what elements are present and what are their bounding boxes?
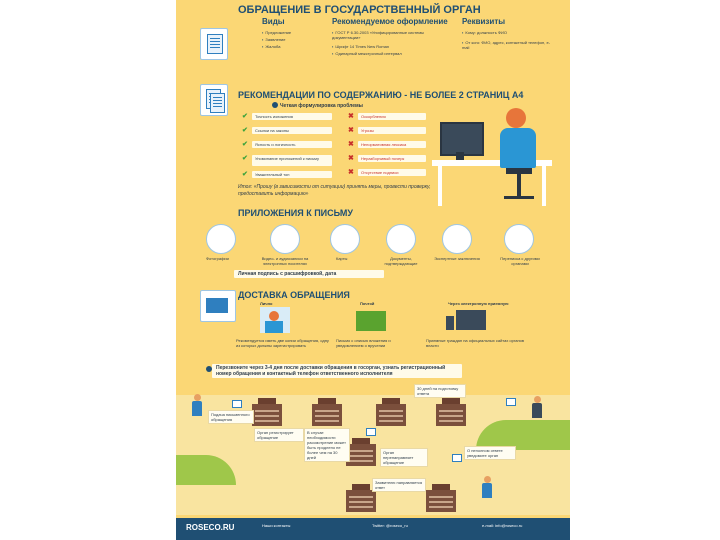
envelope-icon — [232, 400, 242, 408]
signature-note: Личная подпись с расшифровкой, дата — [238, 271, 337, 277]
check-icon: ✔ — [242, 127, 248, 134]
requisites-title: Реквизиты — [462, 17, 506, 26]
government-building-icon — [312, 404, 342, 426]
government-building-icon — [346, 490, 376, 512]
check-icon: ✔ — [242, 113, 248, 120]
government-building-icon — [436, 404, 466, 426]
formatting-title: Рекомендуемое оформление — [332, 17, 448, 26]
document-icon — [386, 224, 416, 254]
footer-twitter: Twitter: @roseco_ru — [372, 523, 408, 528]
delivery-method-title: Лично — [260, 301, 273, 306]
infographic-poster — [176, 0, 570, 540]
monitor-icon — [440, 122, 484, 156]
person-body — [500, 128, 536, 168]
computer-icon — [456, 310, 486, 330]
attachment-label: Фотографии — [206, 256, 229, 261]
info-icon — [206, 366, 212, 372]
delivery-method-text: Рекомендуется иметь две копии обращения, одну из которых должны зарегистрировать — [236, 338, 329, 348]
papers-icon — [504, 224, 534, 254]
check-icon: ✔ — [242, 171, 248, 178]
do-item: Упоминание приложений к письму — [255, 156, 319, 161]
footer-contacts: Наши контакты — [262, 523, 291, 528]
do-item: Ясность и логичность — [255, 142, 296, 147]
dont-item: Ненормативная лексика — [361, 142, 407, 147]
do-item: Точность изложения — [255, 114, 293, 119]
documents-icon — [200, 84, 228, 116]
content-subtitle: Четкая формулировка проблемы — [280, 103, 363, 109]
requisite-item: ▪ Кому: должность ФИО — [462, 30, 507, 35]
check-icon: ✔ — [242, 155, 248, 162]
footer-logo: ROSECO.RU — [186, 523, 235, 532]
attachment-label: Переписка с другими органами — [500, 256, 540, 266]
attachment-label: Экспертные заключения — [434, 256, 480, 261]
official-figure — [532, 396, 542, 418]
delivery-title: ДОСТАВКА ОБРАЩЕНИЯ — [238, 290, 350, 300]
government-building-icon — [426, 490, 456, 512]
attachment-label: Видео- и аудиозаписи на электронных носителях — [261, 256, 309, 266]
citizen-figure — [192, 394, 202, 416]
type-item: ▪ Предложение — [262, 30, 291, 35]
types-title: Виды — [262, 17, 285, 26]
delivery-method-title: Почтой — [360, 301, 375, 306]
envelope-icon — [506, 398, 516, 406]
document-icon — [200, 28, 228, 60]
attachment-label: Документы, подтверждающие — [384, 256, 418, 266]
do-item: Ссылки на законы — [255, 128, 289, 133]
flow-step: О неполном ответе уведомите орган — [464, 446, 516, 460]
cross-icon: ✖ — [348, 141, 354, 148]
envelope-icon — [452, 454, 462, 462]
poster-title: ОБРАЩЕНИЕ В ГОСУДАРСТВЕННЫЙ ОРГАН — [238, 4, 481, 16]
envelope-icon — [200, 290, 236, 322]
citizen-figure — [482, 476, 492, 498]
government-building-icon — [252, 404, 282, 426]
footer-email: e-mail: info@roseco.ru — [482, 523, 523, 528]
attachments-title: ПРИЛОЖЕНИЯ К ПИСЬМУ — [238, 208, 353, 218]
format-item: ▪ ГОСТ Р 6.30-2003 «Унифицированные системы документации» — [332, 30, 432, 40]
government-building-icon — [376, 404, 406, 426]
flow-step: В случае необходимости рассмотрение может быть продлено не более чем на 30 дней — [304, 428, 350, 462]
content-note: Итог: «Прошу (в зависимости от ситуации) принять меры, провести проверку, предоставить информацию» — [238, 184, 431, 197]
envelope-icon — [366, 428, 376, 436]
delivery-method-title: Через электронную приемную — [448, 301, 509, 306]
cross-icon: ✖ — [348, 169, 354, 176]
person-head — [506, 108, 526, 128]
delivery-note: Перезвоните через 3-4 дня после доставки обращения в госорган, узнать регистрационный номер обращения и контактный телефон ответственного исполнителя — [216, 365, 446, 377]
flow-step: Заявителю направляется ответ — [372, 478, 426, 492]
delivery-method-text: Приемные граждан на официальных сайтах органов власти — [426, 338, 525, 348]
dont-item: Угрозы — [361, 128, 374, 133]
map-icon — [330, 224, 360, 254]
cross-icon: ✖ — [348, 113, 354, 120]
type-item: ▪ Жалоба — [262, 44, 280, 49]
disc-icon — [270, 224, 300, 254]
do-item: Уважительный тон — [255, 172, 290, 177]
format-item: ▪ Шрифт 14 Times New Roman — [332, 44, 389, 49]
cross-icon: ✖ — [348, 155, 354, 162]
flow-step: Подача письменного обращения — [208, 410, 254, 424]
check-icon: ✔ — [242, 141, 248, 148]
flow-step: 30 дней на подготовку ответа — [414, 384, 466, 398]
dont-item: Оскорбления — [361, 114, 386, 119]
footer — [176, 518, 570, 540]
dont-item: Отсутствие подписи — [361, 170, 399, 175]
requisite-item: ▪ От кого: ФИО, адрес, контактный телефон, e-mail — [462, 40, 552, 50]
format-item: ▪ Одинарный межстрочный интервал — [332, 51, 402, 56]
flow-step: Орган регистрирует обращение — [254, 428, 304, 442]
mail-envelope-icon — [356, 311, 386, 331]
flow-step: Орган перенаправляет обращение — [380, 448, 428, 467]
cross-icon: ✖ — [348, 127, 354, 134]
info-icon — [272, 102, 278, 108]
attachment-label: Карты — [336, 256, 348, 261]
government-building-icon — [346, 444, 376, 466]
delivery-method-text: Письмо с описью вложения и уведомлением о вручении — [336, 338, 391, 348]
report-icon — [442, 224, 472, 254]
content-title: РЕКОМЕНДАЦИИ ПО СОДЕРЖАНИЮ - НЕ БОЛЕЕ 2 СТРАНИЦ А4 — [238, 90, 524, 100]
type-item: ▪ Заявление — [262, 37, 286, 42]
photo-icon — [206, 224, 236, 254]
person-at-desk-illustration — [260, 307, 290, 333]
dont-item: Неразборчивый почерк — [361, 156, 405, 161]
